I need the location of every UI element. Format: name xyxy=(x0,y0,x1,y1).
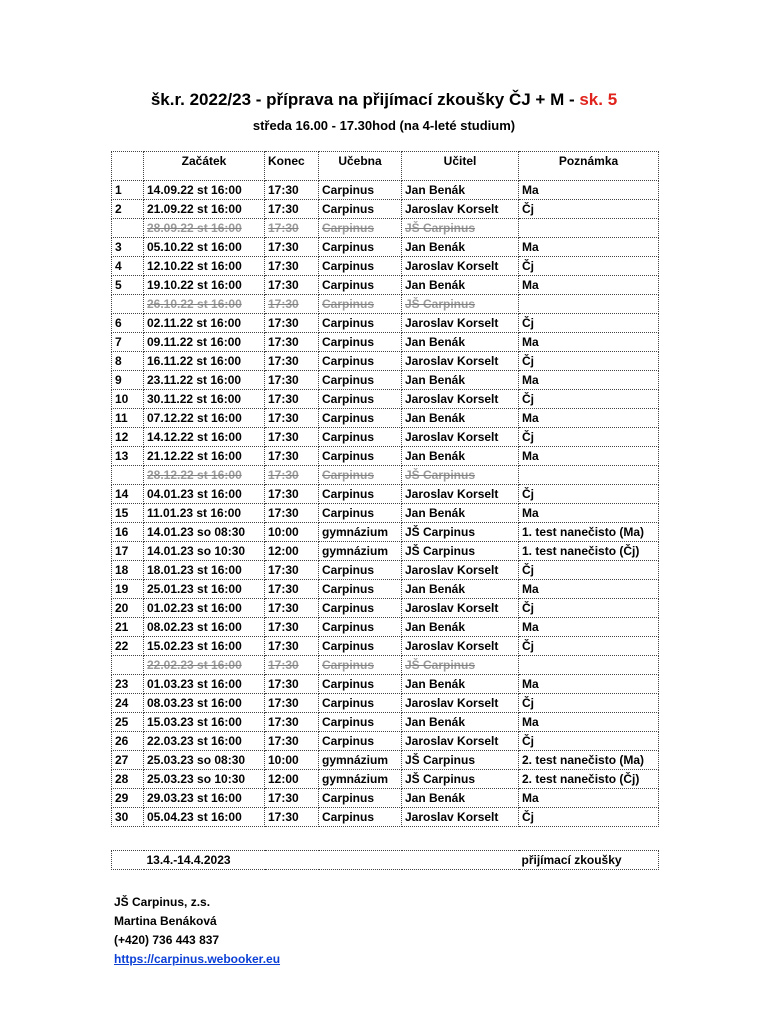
cell-num: 30 xyxy=(112,808,144,827)
cell-end: 17:30 xyxy=(265,713,319,732)
table-row xyxy=(112,789,659,808)
cell-start: 22.02.23 st 16:00 xyxy=(144,656,265,675)
cell-num: 14 xyxy=(112,485,144,504)
cell-num: 26 xyxy=(112,732,144,751)
cell-end: 17:30 xyxy=(265,580,319,599)
table-row xyxy=(112,713,659,732)
table-row xyxy=(112,618,659,637)
cell-end: 17:30 xyxy=(265,618,319,637)
cell-note: Čj xyxy=(519,732,659,751)
cell-teacher: JŠ Carpinus xyxy=(402,656,519,675)
cell-teacher: JŠ Carpinus xyxy=(402,770,519,789)
cell-note: Čj xyxy=(519,599,659,618)
cell-start: 23.11.22 st 16:00 xyxy=(144,371,265,390)
table-row xyxy=(112,333,659,352)
cell-room: Carpinus xyxy=(319,732,402,751)
cell-room: Carpinus xyxy=(319,238,402,257)
cell-end: 17:30 xyxy=(265,257,319,276)
cell-teacher: Jan Benák xyxy=(402,447,519,466)
table-row xyxy=(112,599,659,618)
cell-teacher: Jan Benák xyxy=(402,618,519,637)
cell-num: 10 xyxy=(112,390,144,409)
table-row xyxy=(112,580,659,599)
cell-teacher: Jaroslav Korselt xyxy=(402,808,519,827)
cell-teacher: Jan Benák xyxy=(402,504,519,523)
cell-room: Carpinus xyxy=(319,637,402,656)
cell-start: 30.11.22 st 16:00 xyxy=(144,390,265,409)
cell-end: 17:30 xyxy=(265,371,319,390)
table-row xyxy=(112,637,659,656)
cell-num: 23 xyxy=(112,675,144,694)
cell-room: Carpinus xyxy=(319,428,402,447)
cell-note: Čj xyxy=(519,314,659,333)
cell-teacher: Jaroslav Korselt xyxy=(402,694,519,713)
cell-teacher: Jaroslav Korselt xyxy=(402,390,519,409)
cell-num: 1 xyxy=(112,181,144,200)
cell-teacher: Jan Benák xyxy=(402,181,519,200)
cell-note xyxy=(519,219,659,238)
cell-room: gymnázium xyxy=(319,751,402,770)
cell-num: 27 xyxy=(112,751,144,770)
cell-note: Ma xyxy=(519,713,659,732)
cell-teacher: Jan Benák xyxy=(402,371,519,390)
exam-row xyxy=(112,851,659,870)
cell-num xyxy=(112,219,144,238)
header-end: Konec xyxy=(265,152,319,181)
cell-end: 17:30 xyxy=(265,181,319,200)
cell-room: gymnázium xyxy=(319,542,402,561)
cell-num: 24 xyxy=(112,694,144,713)
cell-num: 6 xyxy=(112,314,144,333)
cell-teacher: JŠ Carpinus xyxy=(402,751,519,770)
cell-start: 05.10.22 st 16:00 xyxy=(144,238,265,257)
group-label: sk. 5 xyxy=(579,90,618,109)
exam-dates: 13.4.-14.4.2023 xyxy=(144,851,265,870)
cell-note xyxy=(519,656,659,675)
cell-room: Carpinus xyxy=(319,789,402,808)
cell-start: 08.03.23 st 16:00 xyxy=(144,694,265,713)
table-row xyxy=(112,371,659,390)
table-row xyxy=(112,352,659,371)
table-row xyxy=(112,542,659,561)
table-row xyxy=(112,181,659,200)
exam-row-table xyxy=(111,850,659,870)
cell-teacher: Jan Benák xyxy=(402,580,519,599)
cell-room: Carpinus xyxy=(319,219,402,238)
table-row xyxy=(112,694,659,713)
cell-num: 8 xyxy=(112,352,144,371)
cell-room: Carpinus xyxy=(319,333,402,352)
cell-start: 14.09.22 st 16:00 xyxy=(144,181,265,200)
cell-start: 25.03.23 so 08:30 xyxy=(144,751,265,770)
cell-end: 17:30 xyxy=(265,675,319,694)
table-row xyxy=(112,523,659,542)
cell-start: 21.09.22 st 16:00 xyxy=(144,200,265,219)
cell-end: 17:30 xyxy=(265,637,319,656)
table-header-row xyxy=(112,152,659,181)
cell-note: Čj xyxy=(519,561,659,580)
cell-room: Carpinus xyxy=(319,675,402,694)
cell-num xyxy=(112,295,144,314)
cell-start: 04.01.23 st 16:00 xyxy=(144,485,265,504)
cell-note: Ma xyxy=(519,409,659,428)
cell-end: 17:30 xyxy=(265,219,319,238)
cancelled-row xyxy=(112,466,659,485)
contact-phone: (+420) 736 443 837 xyxy=(114,933,220,947)
cell-teacher: JŠ Carpinus xyxy=(402,219,519,238)
cell-note: 1. test nanečisto (Ma) xyxy=(519,523,659,542)
cell-room: Carpinus xyxy=(319,295,402,314)
cell-teacher: Jaroslav Korselt xyxy=(402,485,519,504)
exam-label: přijímací zkoušky xyxy=(519,851,659,870)
cell-note: Ma xyxy=(519,371,659,390)
table-row xyxy=(112,276,659,295)
cell-room: Carpinus xyxy=(319,694,402,713)
cell-note xyxy=(519,466,659,485)
cell-num: 20 xyxy=(112,599,144,618)
cell-note: Čj xyxy=(519,428,659,447)
cell-end: 17:30 xyxy=(265,276,319,295)
cell-end: 17:30 xyxy=(265,466,319,485)
cell-teacher: Jaroslav Korselt xyxy=(402,561,519,580)
cell-start: 01.02.23 st 16:00 xyxy=(144,599,265,618)
page-subtitle: středa 16.00 - 17.30hod (na 4-leté studium) xyxy=(252,118,516,133)
cell-room: Carpinus xyxy=(319,618,402,637)
cell-teacher: Jan Benák xyxy=(402,675,519,694)
table-row xyxy=(112,238,659,257)
cell-note: Ma xyxy=(519,675,659,694)
cell-note: Čj xyxy=(519,257,659,276)
cell-room: gymnázium xyxy=(319,523,402,542)
cell-teacher: Jan Benák xyxy=(402,276,519,295)
cell-start: 15.03.23 st 16:00 xyxy=(144,713,265,732)
cell-room: Carpinus xyxy=(319,314,402,333)
cell-note: Čj xyxy=(519,352,659,371)
cell-end: 17:30 xyxy=(265,447,319,466)
cell-num: 29 xyxy=(112,789,144,808)
cell-start: 01.03.23 st 16:00 xyxy=(144,675,265,694)
header-start: Začátek xyxy=(144,152,265,181)
title-main: šk.r. 2022/23 - příprava na přijímací zkoušky ČJ + M - xyxy=(150,90,580,109)
cell-room: Carpinus xyxy=(319,447,402,466)
cell-start: 05.04.23 st 16:00 xyxy=(144,808,265,827)
table-row xyxy=(112,504,659,523)
cell-end: 17:30 xyxy=(265,200,319,219)
cell-note: Čj xyxy=(519,390,659,409)
cell-note: Ma xyxy=(519,789,659,808)
cell-start: 07.12.22 st 16:00 xyxy=(144,409,265,428)
cell-start: 21.12.22 st 16:00 xyxy=(144,447,265,466)
cell-num xyxy=(112,656,144,675)
cell-start: 14.01.23 so 10:30 xyxy=(144,542,265,561)
cell-start: 14.01.23 so 08:30 xyxy=(144,523,265,542)
cell-num: 19 xyxy=(112,580,144,599)
cell-end: 17:30 xyxy=(265,732,319,751)
cell-teacher: Jan Benák xyxy=(402,713,519,732)
header-num xyxy=(112,152,144,181)
cell-end: 17:30 xyxy=(265,789,319,808)
table-row xyxy=(112,751,659,770)
cell-end: 17:30 xyxy=(265,599,319,618)
cell-note: Ma xyxy=(519,181,659,200)
cell-room: Carpinus xyxy=(319,656,402,675)
table-row xyxy=(112,675,659,694)
cell-end: 17:30 xyxy=(265,656,319,675)
cancelled-row xyxy=(112,656,659,675)
cell-note: 2. test nanečisto (Čj) xyxy=(519,770,659,789)
cell-end: 17:30 xyxy=(265,409,319,428)
cell-num: 15 xyxy=(112,504,144,523)
header-note: Poznámka xyxy=(519,152,659,181)
schedule-body xyxy=(112,181,659,827)
cell-note: Čj xyxy=(519,694,659,713)
table-row xyxy=(112,257,659,276)
cell-room: Carpinus xyxy=(319,390,402,409)
cell-start: 12.10.22 st 16:00 xyxy=(144,257,265,276)
cell-note: Čj xyxy=(519,200,659,219)
cell-num: 18 xyxy=(112,561,144,580)
cell-num: 12 xyxy=(112,428,144,447)
cell-end: 17:30 xyxy=(265,352,319,371)
cell-note: Čj xyxy=(519,637,659,656)
contact-block xyxy=(114,893,280,969)
cell-end: 12:00 xyxy=(265,542,319,561)
cell-start: 16.11.22 st 16:00 xyxy=(144,352,265,371)
cell-teacher: JŠ Carpinus xyxy=(402,523,519,542)
cell-num: 16 xyxy=(112,523,144,542)
cell-start: 14.12.22 st 16:00 xyxy=(144,428,265,447)
cell-note: Ma xyxy=(519,504,659,523)
cell-teacher: Jaroslav Korselt xyxy=(402,352,519,371)
cell-start: 08.02.23 st 16:00 xyxy=(144,618,265,637)
table-row xyxy=(112,428,659,447)
contact-person: Martina Benáková xyxy=(114,914,217,928)
cell-teacher: Jaroslav Korselt xyxy=(402,314,519,333)
cell-room: Carpinus xyxy=(319,485,402,504)
cell-teacher: Jan Benák xyxy=(402,409,519,428)
cell-end: 17:30 xyxy=(265,808,319,827)
cell-teacher: Jan Benák xyxy=(402,333,519,352)
cell-end: 12:00 xyxy=(265,770,319,789)
cell-start: 28.09.22 st 16:00 xyxy=(144,219,265,238)
table-row xyxy=(112,314,659,333)
cell-end: 10:00 xyxy=(265,751,319,770)
cell-room: Carpinus xyxy=(319,466,402,485)
table-row xyxy=(112,732,659,751)
cell-note: Ma xyxy=(519,618,659,637)
cell-end: 17:30 xyxy=(265,314,319,333)
cell-teacher: Jaroslav Korselt xyxy=(402,428,519,447)
cell-num: 3 xyxy=(112,238,144,257)
cell-end: 17:30 xyxy=(265,295,319,314)
cell-start: 25.03.23 so 10:30 xyxy=(144,770,265,789)
cancelled-row xyxy=(112,295,659,314)
cell-teacher: Jaroslav Korselt xyxy=(402,637,519,656)
cell-teacher: Jan Benák xyxy=(402,238,519,257)
cell-end: 10:00 xyxy=(265,523,319,542)
cell-room: Carpinus xyxy=(319,276,402,295)
cell-num: 7 xyxy=(112,333,144,352)
cell-start: 25.01.23 st 16:00 xyxy=(144,580,265,599)
cell-num: 21 xyxy=(112,618,144,637)
cell-note: 1. test nanečisto (Čj) xyxy=(519,542,659,561)
cell-room: Carpinus xyxy=(319,808,402,827)
cell-start: 09.11.22 st 16:00 xyxy=(144,333,265,352)
cell-room: Carpinus xyxy=(319,599,402,618)
cell-teacher: Jaroslav Korselt xyxy=(402,732,519,751)
cell-room: Carpinus xyxy=(319,181,402,200)
header-teacher: Učitel xyxy=(402,152,519,181)
cell-num: 13 xyxy=(112,447,144,466)
cell-start: 02.11.22 st 16:00 xyxy=(144,314,265,333)
cell-room: gymnázium xyxy=(319,770,402,789)
cell-num: 9 xyxy=(112,371,144,390)
table-row xyxy=(112,390,659,409)
cell-teacher: JŠ Carpinus xyxy=(402,466,519,485)
cell-end: 17:30 xyxy=(265,561,319,580)
cell-end: 17:30 xyxy=(265,333,319,352)
cell-num: 2 xyxy=(112,200,144,219)
cell-teacher: JŠ Carpinus xyxy=(402,295,519,314)
cell-num: 25 xyxy=(112,713,144,732)
cell-room: Carpinus xyxy=(319,409,402,428)
cell-note: Čj xyxy=(519,808,659,827)
cell-note: Čj xyxy=(519,485,659,504)
cell-num: 5 xyxy=(112,276,144,295)
cell-room: Carpinus xyxy=(319,257,402,276)
contact-website-link[interactable]: https://carpinus.webooker.eu xyxy=(114,952,281,966)
cell-start: 26.10.22 st 16:00 xyxy=(144,295,265,314)
cell-start: 28.12.22 st 16:00 xyxy=(144,466,265,485)
cell-room: Carpinus xyxy=(319,371,402,390)
cell-note: Ma xyxy=(519,447,659,466)
cell-num: 17 xyxy=(112,542,144,561)
cell-note: Ma xyxy=(519,238,659,257)
cell-room: Carpinus xyxy=(319,713,402,732)
cell-teacher: Jaroslav Korselt xyxy=(402,257,519,276)
table-row xyxy=(112,770,659,789)
cell-teacher: Jaroslav Korselt xyxy=(402,200,519,219)
cell-room: Carpinus xyxy=(319,200,402,219)
cell-note: Ma xyxy=(519,333,659,352)
table-row xyxy=(112,485,659,504)
cell-end: 17:30 xyxy=(265,428,319,447)
schedule-table xyxy=(111,151,659,827)
cell-teacher: JŠ Carpinus xyxy=(402,542,519,561)
cell-start: 22.03.23 st 16:00 xyxy=(144,732,265,751)
cell-end: 17:30 xyxy=(265,504,319,523)
table-row xyxy=(112,200,659,219)
cell-start: 29.03.23 st 16:00 xyxy=(144,789,265,808)
header-room: Učebna xyxy=(319,152,402,181)
cell-note: Ma xyxy=(519,276,659,295)
cell-room: Carpinus xyxy=(319,561,402,580)
cell-end: 17:30 xyxy=(265,390,319,409)
cell-end: 17:30 xyxy=(265,238,319,257)
cell-teacher: Jaroslav Korselt xyxy=(402,599,519,618)
cell-note: Ma xyxy=(519,580,659,599)
cell-end: 17:30 xyxy=(265,694,319,713)
cell-start: 19.10.22 st 16:00 xyxy=(144,276,265,295)
cell-num: 22 xyxy=(112,637,144,656)
cell-num xyxy=(112,466,144,485)
page-title xyxy=(0,90,768,110)
cell-num: 11 xyxy=(112,409,144,428)
table-row xyxy=(112,409,659,428)
cell-note xyxy=(519,295,659,314)
cell-num: 4 xyxy=(112,257,144,276)
cell-room: Carpinus xyxy=(319,504,402,523)
cell-room: Carpinus xyxy=(319,580,402,599)
cell-room: Carpinus xyxy=(319,352,402,371)
cancelled-row xyxy=(112,219,659,238)
cell-start: 18.01.23 st 16:00 xyxy=(144,561,265,580)
table-row xyxy=(112,447,659,466)
cell-note: 2. test nanečisto (Ma) xyxy=(519,751,659,770)
cell-num: 28 xyxy=(112,770,144,789)
contact-org: JŠ Carpinus, z.s. xyxy=(114,895,211,909)
cell-start: 11.01.23 st 16:00 xyxy=(144,504,265,523)
table-row xyxy=(112,808,659,827)
cell-teacher: Jan Benák xyxy=(402,789,519,808)
table-row xyxy=(112,561,659,580)
cell-end: 17:30 xyxy=(265,485,319,504)
cell-start: 15.02.23 st 16:00 xyxy=(144,637,265,656)
